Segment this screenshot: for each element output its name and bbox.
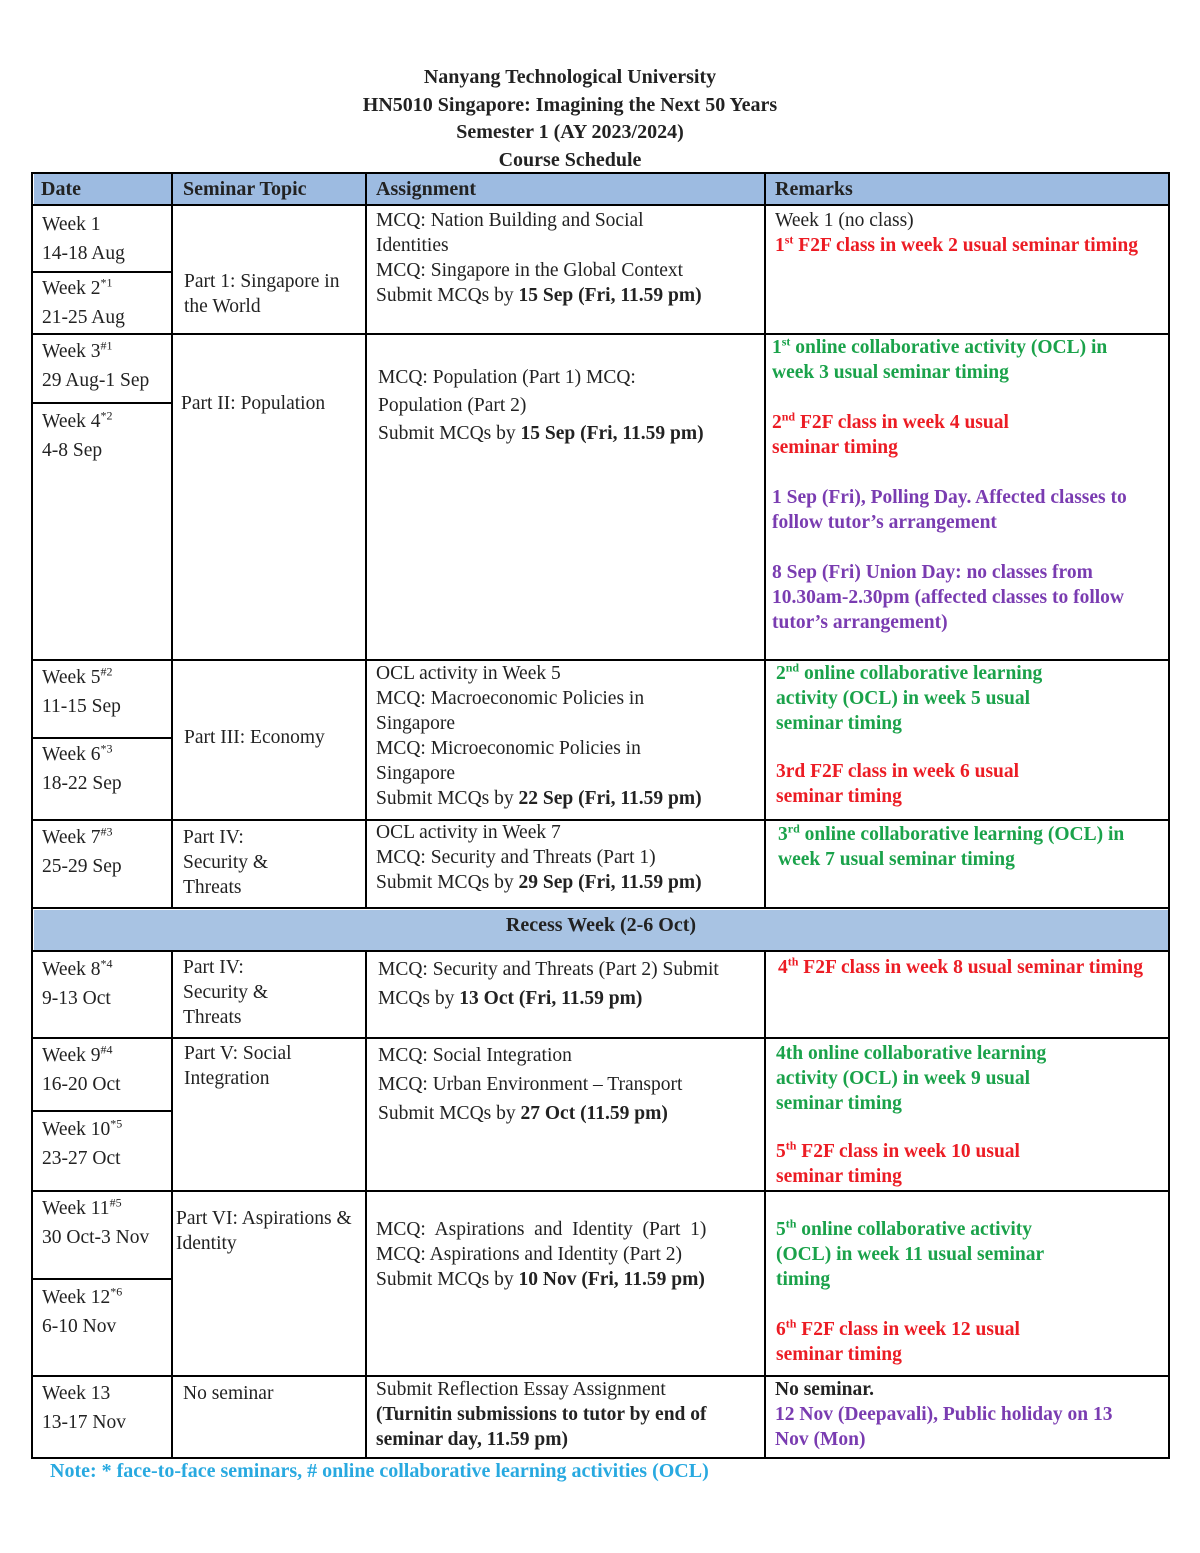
assignment-row-8: Submit Reflection Essay Assignment (Turnitin submissions to tutor by end of seminar day, 11.59 pm): [376, 1379, 707, 1450]
date-week-10: Week 10$^{*5}$ 23-27 Oct: [42, 1116, 123, 1169]
topic-part-1: Part 1: Singapore in the World: [184, 271, 340, 317]
schedule-title: Course Schedule: [498, 148, 642, 171]
date-week-4: Week 4$^{*2}$ 4-8 Sep: [42, 408, 113, 461]
topic-part-2: Part II: Population: [181, 393, 326, 414]
date-week-12: Week 12$^{*6}$ 6-10 Nov: [42, 1284, 123, 1337]
date-week-13: Week 13 13-17 Nov: [42, 1383, 126, 1433]
column-header-remarks: Remarks: [775, 178, 853, 200]
date-week-5: Week 5$^{\#2}$ 11-15 Sep: [42, 664, 121, 717]
date-week-9: Week 9$^{\#4}$ 16-20 Oct: [42, 1042, 121, 1095]
assignment-row-7: MCQ: Aspirations and Identity (Part 1) MCQ: Aspirations and Identity (Part 2) Submit MCQs by 10 Nov (Fri, 11.59 pm): [376, 1219, 707, 1290]
course-name: HN5010 Singapore: Imagining the Next 50 Years: [362, 93, 778, 116]
column-header-assignment: Assignment: [376, 178, 477, 200]
university-name: Nanyang Technological University: [423, 66, 717, 88]
topic-part-4-cont: Part IV: Security & Threats: [183, 957, 269, 1028]
topic-no-seminar: No seminar: [183, 1383, 274, 1404]
date-week-6: Week 6$^{*3}$ 18-22 Sep: [42, 741, 122, 794]
assignment-row-4: OCL activity in Week 7 MCQ: Security and Threats (Part 1) Submit MCQs by 29 Sep (Fri, 11.59 pm): [376, 822, 702, 893]
remarks-row-7: 5th online collaborative activity (OCL) in week 11 usual seminar timing 6th F2F class in week 12 usual seminar timing: [776, 1216, 1044, 1365]
date-week-8: Week 8$^{*4}$ 9-13 Oct: [42, 956, 113, 1009]
column-header-date: Date: [41, 178, 81, 200]
assignment-row-3: OCL activity in Week 5 MCQ: Macroeconomic Policies in Singapore MCQ: Microeconomic Policies in Singapore Submit MCQs by 22 Sep (Fri, 11.59 pm): [376, 663, 702, 809]
date-week-3: Week 3$^{\#1}$ 29 Aug-1 Sep: [42, 338, 150, 391]
date-week-1: Week 1 14-18 Aug: [42, 214, 125, 264]
date-week-11: Week 11$^{\#5}$ 30 Oct-3 Nov: [42, 1195, 150, 1248]
assignment-row-5: MCQ: Security and Threats (Part 2) Submit MCQs by 13 Oct (Fri, 11.59 pm): [378, 959, 719, 1009]
column-header-topic: Seminar Topic: [183, 178, 307, 200]
footnote-legend: Note: * face-to-face seminars, # online collaborative learning activities (OCL): [50, 1460, 709, 1482]
remarks-row-1: Week 1 (no class) 1st F2F class in week 2 usual seminar timing: [775, 210, 1138, 256]
date-week-7: Week 7$^{\#3}$ 25-29 Sep: [42, 824, 122, 877]
assignment-row-6: MCQ: Social Integration MCQ: Urban Environment – Transport Submit MCQs by 27 Oct (11.59 pm): [378, 1045, 683, 1124]
remarks-row-8: No seminar. 12 Nov (Deepavali), Public holiday on 13 Nov (Mon): [775, 1379, 1113, 1450]
semester-label: Semester 1 (AY 2023/2024): [456, 121, 684, 143]
date-week-2: Week 2$^{*1}$ 21-25 Aug: [42, 275, 125, 328]
remarks-row-4: 3rd online collaborative learning (OCL) in week 7 usual seminar timing: [778, 821, 1125, 870]
topic-part-3: Part III: Economy: [184, 727, 325, 748]
topic-part-5: Part V: Social Integration: [184, 1043, 292, 1089]
assignment-row-2: MCQ: Population (Part 1) MCQ: Population (Part 2) Submit MCQs by 15 Sep (Fri, 11.59 pm): [378, 367, 704, 444]
remarks-row-5: 4th F2F class in week 8 usual seminar timing: [778, 954, 1143, 978]
assignment-row-1: MCQ: Nation Building and Social Identities MCQ: Singapore in the Global Context Submit MCQs by 15 Sep (Fri, 11.59 pm): [376, 210, 702, 306]
remarks-row-3: 2nd online collaborative learning activity (OCL) in week 5 usual seminar timing 3rd F2F class in week 6 usual seminar timing: [776, 660, 1043, 807]
remarks-row-2: 1st online collaborative activity (OCL) in week 3 usual seminar timing 2nd F2F class in week 4 usual seminar timing 1 Sep (Fri), Polling Day. Affected classes to follow tutor’s arrangement 8 Sep (Fri) Union Day: no classes from 10.30am-2.30pm (affected classes to follow tutor’s arrangement): [772, 334, 1127, 633]
remarks-row-6: 4th online collaborative learning activity (OCL) in week 9 usual seminar timing 5th F2F class in week 10 usual seminar timing: [776, 1043, 1047, 1187]
recess-week-row: Recess Week (2-6 Oct): [34, 910, 1168, 950]
topic-part-4: Part IV: Security & Threats: [183, 827, 269, 898]
document-title: [0, 64, 1140, 174]
topic-part-6: Part VI: Aspirations & Identity: [176, 1208, 352, 1254]
